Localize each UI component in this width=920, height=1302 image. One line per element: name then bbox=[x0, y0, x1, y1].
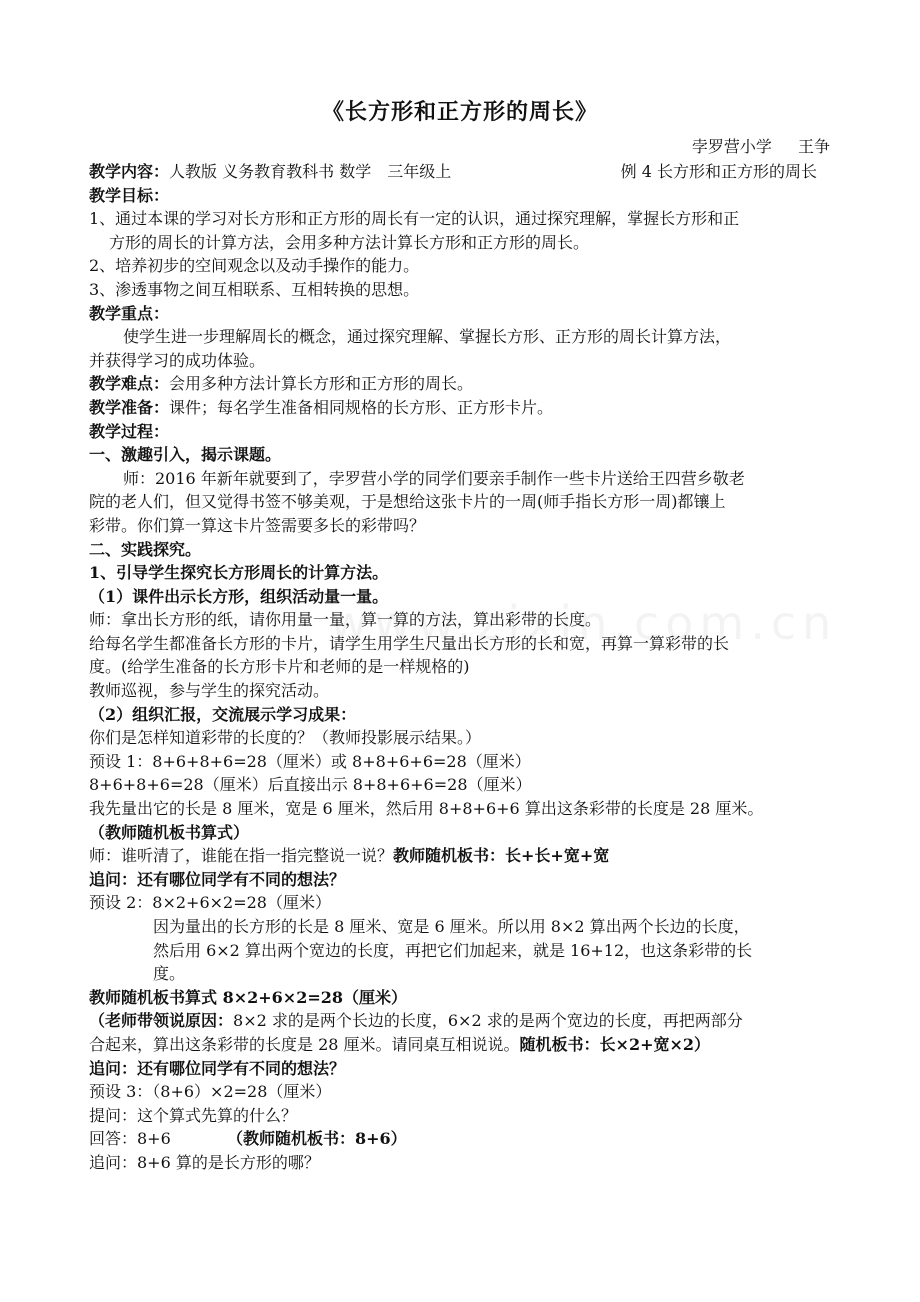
goals-heading: 教学目标： bbox=[89, 185, 170, 205]
preparation-line bbox=[89, 396, 834, 420]
lead-explain-line-2 bbox=[89, 1033, 834, 1057]
preset-1: 预设 1：8+6+8+6=28（厘米）或 8+8+6+6=28（厘米） bbox=[89, 751, 531, 771]
reason-line-3: 度。 bbox=[153, 964, 186, 984]
followup-question-2: 追问：还有哪位同学有不同的想法？ bbox=[89, 1058, 346, 1078]
teaching-content-text: 人教版 义务教育教科书 数学 三年级上 bbox=[169, 162, 452, 181]
question-how: 你们是怎样知道彩带的长度的？（教师投影展示结果。） bbox=[89, 728, 482, 748]
followup-question-1: 追问：还有哪位同学有不同的想法？ bbox=[89, 869, 346, 889]
goal-1-line-1: 1、通过本课的学习对长方形和正方形的周长有一定的认识，通过探究理解，掌握长方形和正 bbox=[89, 209, 740, 229]
subsection-1-heading: 1、引导学生探究长方形周长的计算方法。 bbox=[89, 563, 389, 583]
key-points-line-2: 并获得学习的成功体验。 bbox=[89, 350, 266, 370]
author-line: 孛罗营小学 王争 bbox=[691, 137, 830, 156]
answer-text: 回答：8+6 bbox=[89, 1129, 171, 1149]
difficulty-line bbox=[89, 372, 834, 396]
preparation-label: 教学准备： bbox=[89, 397, 170, 417]
section-2-heading: 二、实践探究。 bbox=[89, 539, 202, 559]
preset-1-b: 8+6+8+6=28（厘米）后直接出示 8+8+6+6=28（厘米） bbox=[89, 775, 532, 795]
reason-line-1: 因为量出的长方形的长是 8 厘米、宽是 6 厘米。所以用 8×2 算出两个长边的长度， bbox=[153, 917, 750, 936]
teacher-instruction-1: 师：拿出长方形的纸，请你用量一量，算一算的方法，算出彩带的长度。 bbox=[89, 610, 602, 630]
teaching-content-line bbox=[89, 160, 834, 184]
lead-explain-text: 8×2 求的是两个长边的长度，6×2 求的是两个宽边的长度，再把两部分 bbox=[233, 1011, 743, 1031]
give-cards-line-2: 度。(给学生准备的长方形卡片和老师的是一样规格的) bbox=[89, 657, 470, 677]
section-1-heading: 一、激趣引入，揭示课题。 bbox=[89, 445, 282, 465]
teaching-content-label: 教学内容： bbox=[89, 162, 170, 181]
board-formula-1: 教师随机板书：长+长+宽+宽 bbox=[393, 846, 610, 866]
difficulty-label: 教学难点： bbox=[89, 374, 170, 394]
goal-3: 3、渗透事物之间互相联系、互相转换的思想。 bbox=[89, 279, 420, 299]
teacher-patrol: 教师巡视，参与学生的探究活动。 bbox=[89, 681, 330, 701]
goal-2: 2、培养初步的空间观念以及动手操作的能力。 bbox=[89, 256, 420, 276]
key-points-heading: 教学重点： bbox=[89, 303, 170, 323]
followup-question-3: 追问：8+6 算的是长方形的哪？ bbox=[89, 1152, 320, 1172]
document-body bbox=[89, 160, 834, 1175]
key-points-line-1: 使学生进一步理解周长的概念，通过探究理解、掌握长方形、正方形的周长计算方法， bbox=[123, 327, 732, 347]
subsection-1-2-heading: （2）组织汇报，交流展示学习成果： bbox=[89, 704, 357, 724]
teacher-question-2 bbox=[89, 844, 834, 868]
answer-first-step bbox=[89, 1127, 834, 1151]
teacher-question-2-text: 师：谁听清了，谁能在指一指完整说一说？ bbox=[89, 846, 394, 866]
preset-2: 预设 2：8×2+6×2=28（厘米） bbox=[89, 893, 331, 913]
intro-line-3: 彩带。你们算一算这卡片签需要多长的彩带吗？ bbox=[89, 515, 426, 535]
document-title: 《长方形和正方形的周长》 bbox=[321, 99, 598, 125]
teaching-content-example: 例 4 长方形和正方形的周长 bbox=[620, 162, 817, 181]
subsection-1-1-heading: （1）课件出示长方形，组织活动量一量。 bbox=[89, 586, 389, 606]
lead-explain-line-1 bbox=[89, 1009, 834, 1033]
preset-3: 预设 3：（8+6）×2=28（厘米） bbox=[89, 1082, 332, 1102]
preparation-text: 课件；每名学生准备相同规格的长方形、正方形卡片。 bbox=[169, 397, 554, 417]
board-note-1: （教师随机板书算式） bbox=[89, 822, 250, 842]
process-heading: 教学过程： bbox=[89, 421, 170, 441]
measure-explanation: 我先量出它的长是 8 厘米，宽是 6 厘米，然后用 8+8+6+6 算出这条彩带的长度是 28 厘米。 bbox=[89, 799, 764, 819]
reason-line-2: 然后用 6×2 算出两个宽边的长度，再把它们加起来，就是 16+12，也这条彩带的长 bbox=[153, 940, 753, 960]
board-note-2: 教师随机板书算式 8×2+6×2=28（厘米） bbox=[89, 987, 407, 1007]
difficulty-text: 会用多种方法计算长方形和正方形的周长。 bbox=[169, 374, 474, 394]
lead-explain-text-2: 合起来，算出这条彩带的长度是 28 厘米。请同桌互相说说。 bbox=[89, 1034, 520, 1054]
lead-explain-label: （老师带领说原因： bbox=[89, 1011, 234, 1031]
intro-line-2: 院的老人们，但又觉得书签不够美观，于是想给这张卡片的一周(师手指长方形一周)都镶上 bbox=[89, 492, 726, 512]
question-first-step: 提问：这个算式先算的什么？ bbox=[89, 1105, 298, 1125]
teaching-content-left bbox=[89, 160, 451, 184]
intro-line-1: 师：2016 年新年就要到了，孛罗营小学的同学们要亲手制作一些卡片送给王四营乡敬老 bbox=[123, 468, 745, 488]
board-formula-2: 随机板书：长×2+宽×2） bbox=[519, 1034, 711, 1054]
give-cards-line-1: 给每名学生都准备长方形的卡片，请学生用学生尺量出长方形的长和宽，再算一算彩带的长 bbox=[89, 633, 730, 653]
board-formula-3: （教师随机板书：8+6） bbox=[227, 1129, 407, 1149]
goal-1-line-2: 方形的周长的计算方法，会用多种方法计算长方形和正方形的周长。 bbox=[109, 232, 590, 252]
